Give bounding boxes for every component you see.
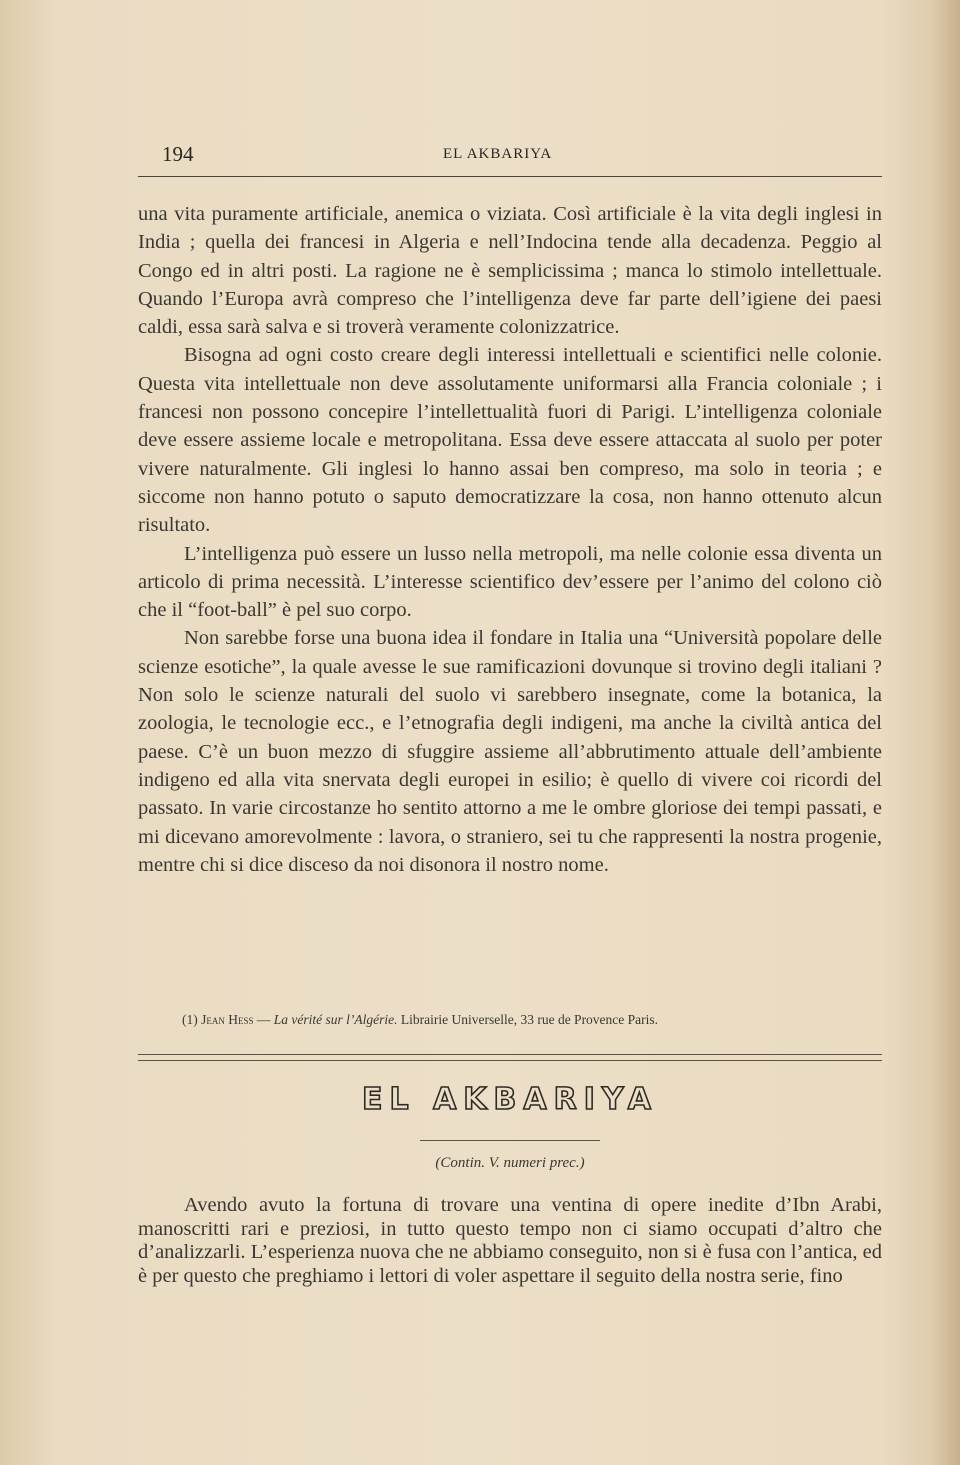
section-divider xyxy=(138,1054,882,1061)
body-text xyxy=(138,200,882,879)
footnote-separator: — xyxy=(256,1012,271,1027)
footnote xyxy=(182,1012,882,1028)
running-head: EL AKBARIYA xyxy=(443,146,553,162)
footnote-number: (1) xyxy=(182,1012,198,1027)
page-edge-shadow xyxy=(932,0,960,1465)
header-rule xyxy=(138,176,882,177)
footnote-title: La vérité sur l’Algérie. xyxy=(273,1012,398,1027)
footnote-publisher: Librairie Universelle, 33 rue de Provence Paris. xyxy=(400,1012,659,1027)
section-title-rule xyxy=(420,1140,600,1141)
footnote-author: Jean Hess xyxy=(201,1012,254,1027)
body-paragraph: L’intelligenza può essere un lusso nella metropoli, ma nelle colonie essa diventa un articolo di prima necessità. L’interesse scientifico dev’essere per l’animo del colono ciò che il “foot-ball” è pel suo corpo. xyxy=(138,542,882,622)
page-number: 194 xyxy=(162,142,194,166)
body-paragraph: una vita puramente artificiale, anemica o viziata. Così artificiale è la vita degli inglesi in India ; quella dei francesi in Algeria e nell’Indocina tende alla decadenza. Peggio al Congo ed in altri posti. La ragione ne è semplicissima ; manca lo stimolo intellettuale. Quando l’Europa avrà compreso che l’intelligenza deve far parte dell’igiene dei paesi caldi, essa sarà salva e si troverà veramente colonizzatrice. xyxy=(138,203,882,339)
body-paragraph: Bisogna ad ogni costo creare degli interessi intellettuali e scientifici nelle colonie. Questa vita intellettuale non deve assolutamente uniformarsi alla Francia coloniale ; i francesi non possono concepire l’intellettualità fuori di Parigi. L’intelligenza coloniale deve essere assieme locale e metropolitana. Essa deve essere attaccata al suolo per poter vivere naturalmente. Gli inglesi lo hanno assai ben compreso, ma solo in teoria ; e siccome non hanno potuto o saputo democratizzare la cosa, non hanno ottenuto alcun risultato. xyxy=(138,344,882,537)
section-body xyxy=(138,1194,882,1288)
page-header xyxy=(138,142,882,172)
section-paragraph: Avendo avuto la fortuna di trovare una ventina di opere inedite d’Ibn Arabi, manoscritti rari e preziosi, in tutto questo tempo non ci siamo occupati d’altro che d’analizzarli. L’esperienza nuova che ne abbiamo conseguito, non si è fusa con l’antica, ed è per questo che preghiamo i lettori di voler aspettare il seguito della nostra serie, fino xyxy=(138,1194,882,1287)
section-title: EL AKBARIYA xyxy=(362,1082,658,1117)
section-subtitle: (Contin. V. numeri prec.) xyxy=(435,1155,585,1171)
body-paragraph: Non sarebbe forse una buona idea il fondare in Italia una “Università popolare delle scienze esotiche”, la quale avesse le sue ramificazioni dovunque si trovino degli italiani ? Non solo le scienze naturali del suolo vi sarebbero insegnate, come la botanica, la zoologia, le tecnologie ecc., e l’etnografia degli indigeni, ma anche la civiltà antica del paese. C’è un buon mezzo di sfuggire assieme all’abbrutimento attuale dell’ambiente indigeno ed alla vita snervata degli europei in esilio; è quello di vivere coi ricordi del passato. In varie circostanze ho sentito attorno a me le ombre gloriose dei tempi passati, e mi dicevano amorevolmente : lavora, o straniero, sei tu che rappresenti la nostra progenie, mentre chi si dice disceso da noi disonora il nostro nome. xyxy=(138,627,882,876)
